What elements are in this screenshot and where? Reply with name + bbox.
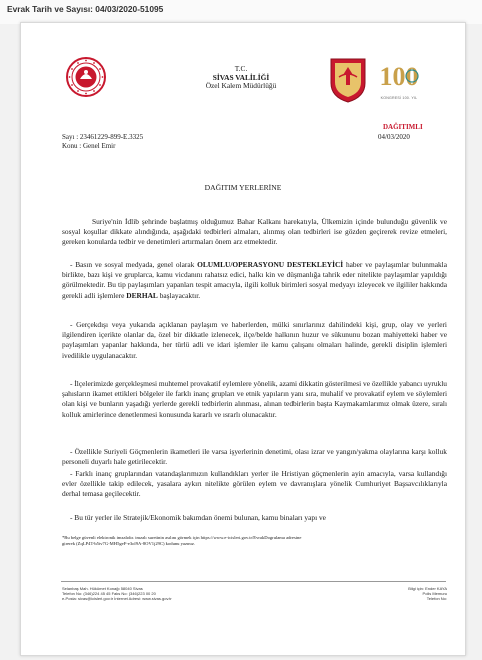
footer-phone: Telefon No: (346)224 45 45 Faks No: (346)223 00 20 (62, 591, 156, 597)
document-date: 04/03/2020 (378, 133, 410, 141)
header-office: Özel Kalem Müdürlüğü (205, 81, 277, 91)
footer-address: Selanbaş Mah. Hükümet Konağı 58040 Sivas (62, 586, 143, 591)
footer-contact (62, 586, 292, 602)
bullet-strategic-sites: - Bu tür yerler ile Stratejik/Ekonomik bakımdan önemi bulunan, kamu binaları yapı ve (70, 513, 326, 522)
footer-info-contact (361, 586, 447, 602)
e-signature-note-line-1: *Bu belge güvenli elektronik imzalıdır. imzalı suretinin asılını görmek için https://www.e-icisleri.gov.tr/EvrakDogrulama adresine (62, 535, 302, 540)
congress-100-year-logo (373, 59, 425, 103)
bullet-false-news: - Gerçekdışı veya yukarıda açıklanan paylaşım ve haberlerden, mülki sınırlarınız dahilindeki kişi, grup, olay ve yerleri ilgilendiren içerikte olanlar da, özel bir dikkatle izlenecek, ilçe/belde halkının huzur ve sükununu bozan mahiyetteki haber ve paylaşımları yapanlar hakkında, her türlü adli ve idari işlemler ile kamu çalışanı olmaları halinde, gerekli disiplin işlemleri ivedilikle uygulanacaktır. (62, 320, 447, 360)
bullet-1-lead: - Basın ve sosyal medyada, genel olarak (70, 260, 198, 269)
classification-label: DAĞITIMLI (383, 123, 423, 131)
bullet-1-end: başlayacaktır. (157, 290, 201, 300)
bullet-provocative-acts: - İlçelerimizde gerçekleşmesi muhtemel provakatif eylemlere yönelik, azami dikkatin gösterilmesi ve özellikle yabancı uyruklu şahısların ikamet ettikleri bölgeler ile farklı inanç grupları ve etnik yapıların yanı sıra, muhalif ve provakatif eylem ve söylemleri olan kişi ve bunların yaşadığı yerlerde gerekli tedbirlerin alınması, alınan tedbirlerin başta Kaymakamlarımız olmak üzere, sıralı kolluk amirlerince denetlenmesi konusunda kararlı ve ısrarlı olunacaktır. (62, 379, 447, 419)
anniversary-caption: KONGRESİ 100. YIL (380, 96, 418, 100)
bullet-syrian-migrants: - Özellikle Suriyeli Göçmenlerin ikametleri ile varsa işyerlerinin denetimi, olası izrar ve yangın/yakma olaylarına karşı kolluk personeli duyarlı hale getirilecektir. (62, 447, 447, 467)
footer-info-person: Bilgi için: Ender KAYA (408, 586, 447, 591)
letterhead (171, 65, 311, 91)
interior-ministry-seal-icon (66, 57, 106, 97)
e-signature-note (62, 535, 447, 547)
footer-email: e-Posta: sivas@icisleri.gov.tr İnternet Adresi: www.sivas.gov.tr (62, 596, 172, 602)
distribution-title: DAĞITIM YERLERİNE (204, 183, 282, 192)
document-header-bar (0, 0, 482, 24)
document-subject: Konu : Genel Emir (62, 142, 116, 150)
document-page (20, 22, 466, 656)
header-tc: T.C. (234, 64, 248, 73)
bullet-faith-groups: - Farklı inanç gruplarından vatandaşlarımızın kullandıkları yerler ile Hristiyan göçmenlerin ayin amacıyla, varsa kullandığı evler özellikle takip edilecek, yasalara aykırı nitelikte görülen eylem ve davranışlara yönelik Cumhuriyet Başsavcılıklarıyla derhal temasa geçilecektir. (62, 469, 447, 499)
document-date-number: Evrak Tarih ve Sayısı: 04/03/2020-51095 (7, 4, 164, 14)
footer-info-phone: Telefon No: (426, 596, 447, 602)
e-signature-note-line-2: girerek (ZqLP4T-b5tv7G-MH5geF-e3ol9A-8OV1j29C) kodunu yazınız. (62, 541, 196, 546)
intro-paragraph: Suriye'nin İdlib şehrinde başlatmış olduğumuz Bahar Kalkanı harekatıyla, Ülkemizin içinde bulunduğu güvenlik ve sosyal koşullar dikkate alındığında, aşağıdaki tedbirleri almaları, alınmış olan tedbirleri ise gözden geçirerek revize etmeleri, gereken konularda tedbir ve denetimleri artırmaları önem arz etmektedir. (62, 217, 447, 247)
anniversary-number-text: 100 (379, 62, 419, 91)
document-number: Sayı : 23461229-899-E.3325 (62, 133, 144, 141)
bullet-1-emphasis: OLUMLU/OPERASYONU DESTEKLEYİCİ (197, 260, 344, 269)
bullet-1-body: haber ve paylaşımlar bulunmakla birlikte, bazı kişi ve gruplarca, kamu vicdanını rahatsız edici, halkı kin ve düşmanlığa tahrik eder nitelikte paylaşımlar yapıldığı görülmektedir. Bu tip paylaşımları yapanları tespit amacıyla, ilgili kolluk birimleri sosyal medyayı izleyecek ve ilgililer hakkında gerekli adli işlemlere (62, 260, 447, 300)
bullet-social-media (62, 260, 447, 301)
anniversary-logo-icon (373, 59, 425, 91)
header-governorship: SİVAS VALİLİĞİ (212, 72, 270, 82)
bullet-1-derhal: DERHAL (126, 290, 158, 300)
footer-info-title: Polis Memuru (422, 591, 447, 597)
footer-divider (61, 581, 446, 582)
sivas-shield-emblem-icon (329, 57, 367, 103)
